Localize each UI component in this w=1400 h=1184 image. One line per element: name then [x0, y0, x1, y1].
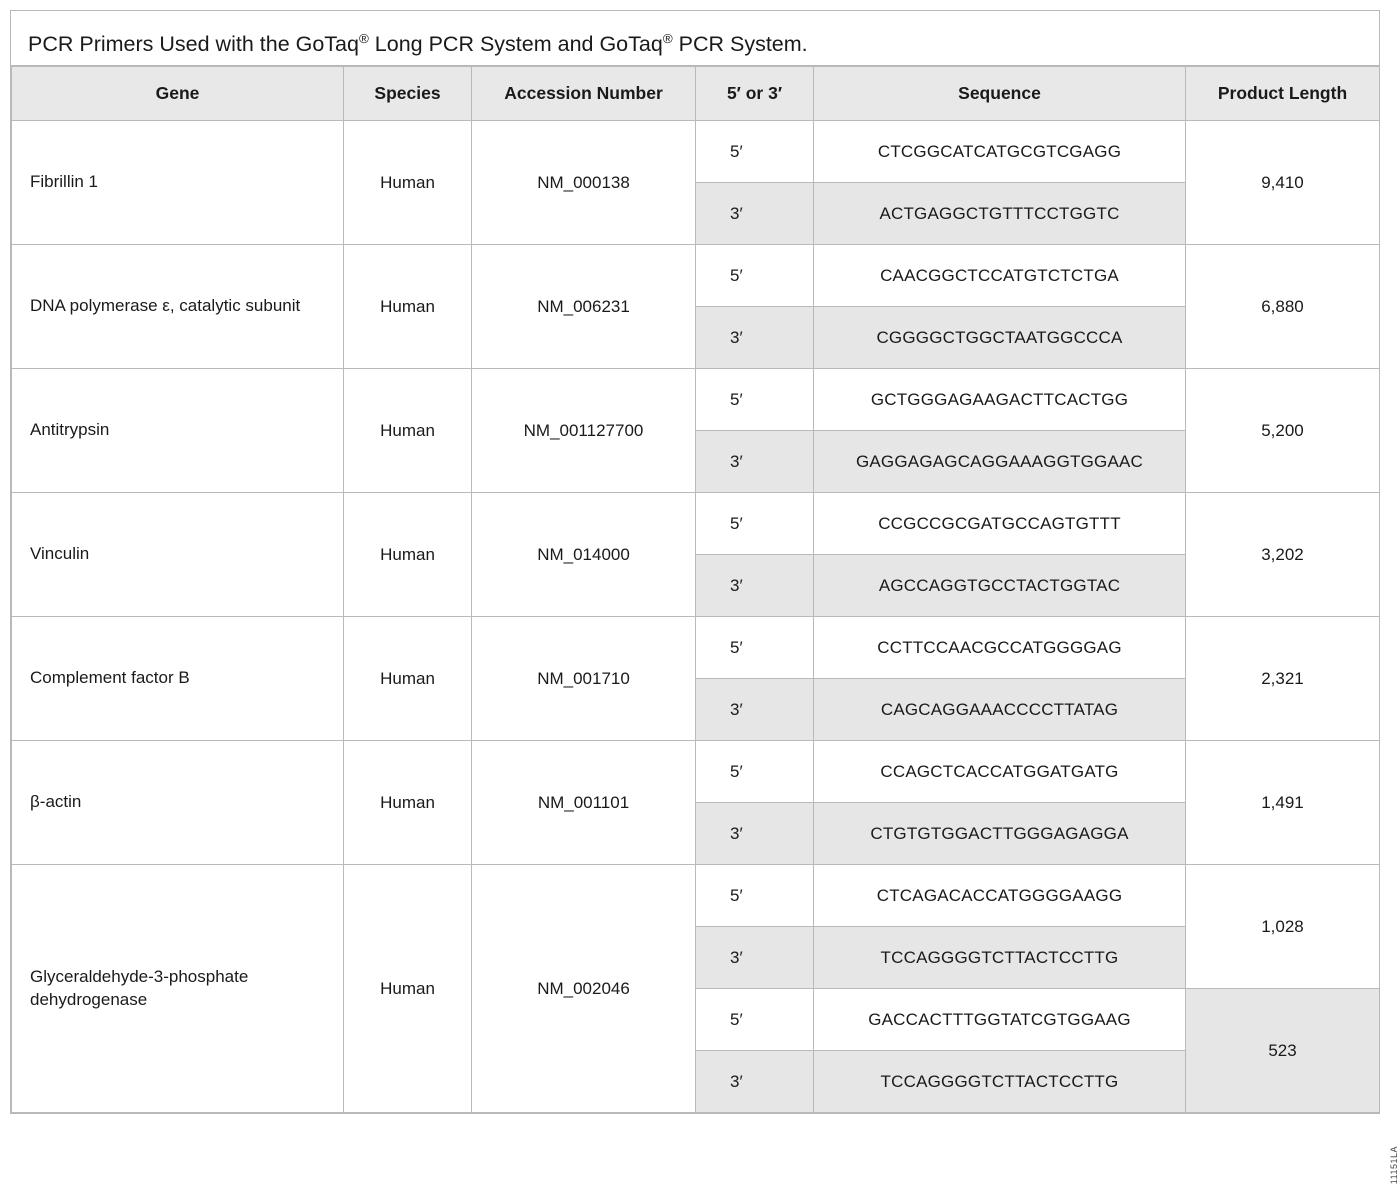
column-header-species: Species — [344, 67, 472, 121]
cell-accession-number: NM_001710 — [472, 617, 696, 741]
cell-accession-number: NM_000138 — [472, 121, 696, 245]
cell-product-length: 2,321 — [1186, 617, 1380, 741]
cell-primer-end: 3′ — [696, 927, 814, 989]
cell-gene: Vinculin — [12, 493, 344, 617]
cell-gene: Fibrillin 1 — [12, 121, 344, 245]
cell-species: Human — [344, 121, 472, 245]
column-header-primer-end: 5′ or 3′ — [696, 67, 814, 121]
cell-gene: Complement factor B — [12, 617, 344, 741]
column-header-product-length: Product Length — [1186, 67, 1380, 121]
cell-sequence: CTCAGACACCATGGGGAAGG — [814, 865, 1186, 927]
cell-sequence: CTCGGCATCATGCGTCGAGG — [814, 121, 1186, 183]
cell-product-length: 5,200 — [1186, 369, 1380, 493]
column-header-sequence: Sequence — [814, 67, 1186, 121]
cell-sequence: CAGCAGGAAACCCCTTATAG — [814, 679, 1186, 741]
cell-sequence: GCTGGGAGAAGACTTCACTGG — [814, 369, 1186, 431]
cell-species: Human — [344, 245, 472, 369]
cell-primer-end: 5′ — [696, 245, 814, 307]
cell-primer-end: 3′ — [696, 183, 814, 245]
cell-sequence: CGGGGCTGGCTAATGGCCCA — [814, 307, 1186, 369]
cell-species: Human — [344, 865, 472, 1113]
cell-primer-end: 5′ — [696, 369, 814, 431]
table-row — [12, 121, 1380, 183]
cell-product-length: 1,028 — [1186, 865, 1380, 989]
primer-table — [11, 66, 1380, 1113]
cell-sequence: GAGGAGAGCAGGAAAGGTGGAAC — [814, 431, 1186, 493]
cell-primer-end: 3′ — [696, 431, 814, 493]
table-row — [12, 865, 1380, 927]
primer-table-container — [10, 10, 1380, 1114]
table-row — [12, 617, 1380, 679]
cell-gene: Glyceraldehyde-3-phosphate dehydrogenase — [12, 865, 344, 1113]
cell-accession-number: NM_014000 — [472, 493, 696, 617]
cell-sequence: GACCACTTTGGTATCGTGGAAG — [814, 989, 1186, 1051]
cell-sequence: CCGCCGCGATGCCAGTGTTT — [814, 493, 1186, 555]
cell-sequence: CTGTGTGGACTTGGGAGAGGA — [814, 803, 1186, 865]
cell-species: Human — [344, 369, 472, 493]
cell-sequence: AGCCAGGTGCCTACTGGTAC — [814, 555, 1186, 617]
cell-primer-end: 3′ — [696, 1051, 814, 1113]
cell-sequence: CCTTCCAACGCCATGGGGAG — [814, 617, 1186, 679]
cell-species: Human — [344, 617, 472, 741]
table-row — [12, 493, 1380, 555]
cell-primer-end: 3′ — [696, 679, 814, 741]
table-body — [12, 121, 1380, 1113]
cell-sequence: TCCAGGGGTCTTACTCCTTG — [814, 927, 1186, 989]
caption-text-part3: PCR System. — [672, 32, 808, 57]
cell-product-length: 6,880 — [1186, 245, 1380, 369]
column-header-accession-number: Accession Number — [472, 67, 696, 121]
cell-primer-end: 5′ — [696, 741, 814, 803]
cell-primer-end: 5′ — [696, 121, 814, 183]
cell-sequence: CAACGGCTCCATGTCTCTGA — [814, 245, 1186, 307]
cell-gene: Antitrypsin — [12, 369, 344, 493]
cell-accession-number: NM_006231 — [472, 245, 696, 369]
document-code: 11151LA — [1389, 1146, 1399, 1184]
table-row — [12, 245, 1380, 307]
cell-primer-end: 5′ — [696, 989, 814, 1051]
cell-accession-number: NM_001101 — [472, 741, 696, 865]
cell-species: Human — [344, 493, 472, 617]
cell-accession-number: NM_002046 — [472, 865, 696, 1113]
cell-accession-number: NM_001127700 — [472, 369, 696, 493]
cell-gene: β-actin — [12, 741, 344, 865]
cell-product-length: 523 — [1186, 989, 1380, 1113]
cell-sequence: CCAGCTCACCATGGATGATG — [814, 741, 1186, 803]
cell-primer-end: 5′ — [696, 865, 814, 927]
cell-species: Human — [344, 741, 472, 865]
header-row — [12, 67, 1380, 121]
cell-sequence: TCCAGGGGTCTTACTCCTTG — [814, 1051, 1186, 1113]
table-header — [12, 67, 1380, 121]
column-header-gene: Gene — [12, 67, 344, 121]
cell-primer-end: 3′ — [696, 555, 814, 617]
table-row — [12, 369, 1380, 431]
registered-mark-icon: ® — [358, 31, 369, 46]
cell-primer-end: 3′ — [696, 803, 814, 865]
cell-product-length: 1,491 — [1186, 741, 1380, 865]
caption-text-part2: Long PCR System and GoTaq — [368, 32, 663, 57]
cell-gene: DNA polymerase ε, catalytic subunit — [12, 245, 344, 369]
cell-product-length: 3,202 — [1186, 493, 1380, 617]
registered-mark-icon-2: ® — [662, 31, 673, 46]
cell-product-length: 9,410 — [1186, 121, 1380, 245]
table-caption — [11, 11, 1379, 66]
cell-primer-end: 3′ — [696, 307, 814, 369]
cell-primer-end: 5′ — [696, 617, 814, 679]
table-row — [12, 741, 1380, 803]
cell-primer-end: 5′ — [696, 493, 814, 555]
cell-sequence: ACTGAGGCTGTTTCCTGGTC — [814, 183, 1186, 245]
caption-text-part1: PCR Primers Used with the GoTaq — [28, 32, 359, 57]
